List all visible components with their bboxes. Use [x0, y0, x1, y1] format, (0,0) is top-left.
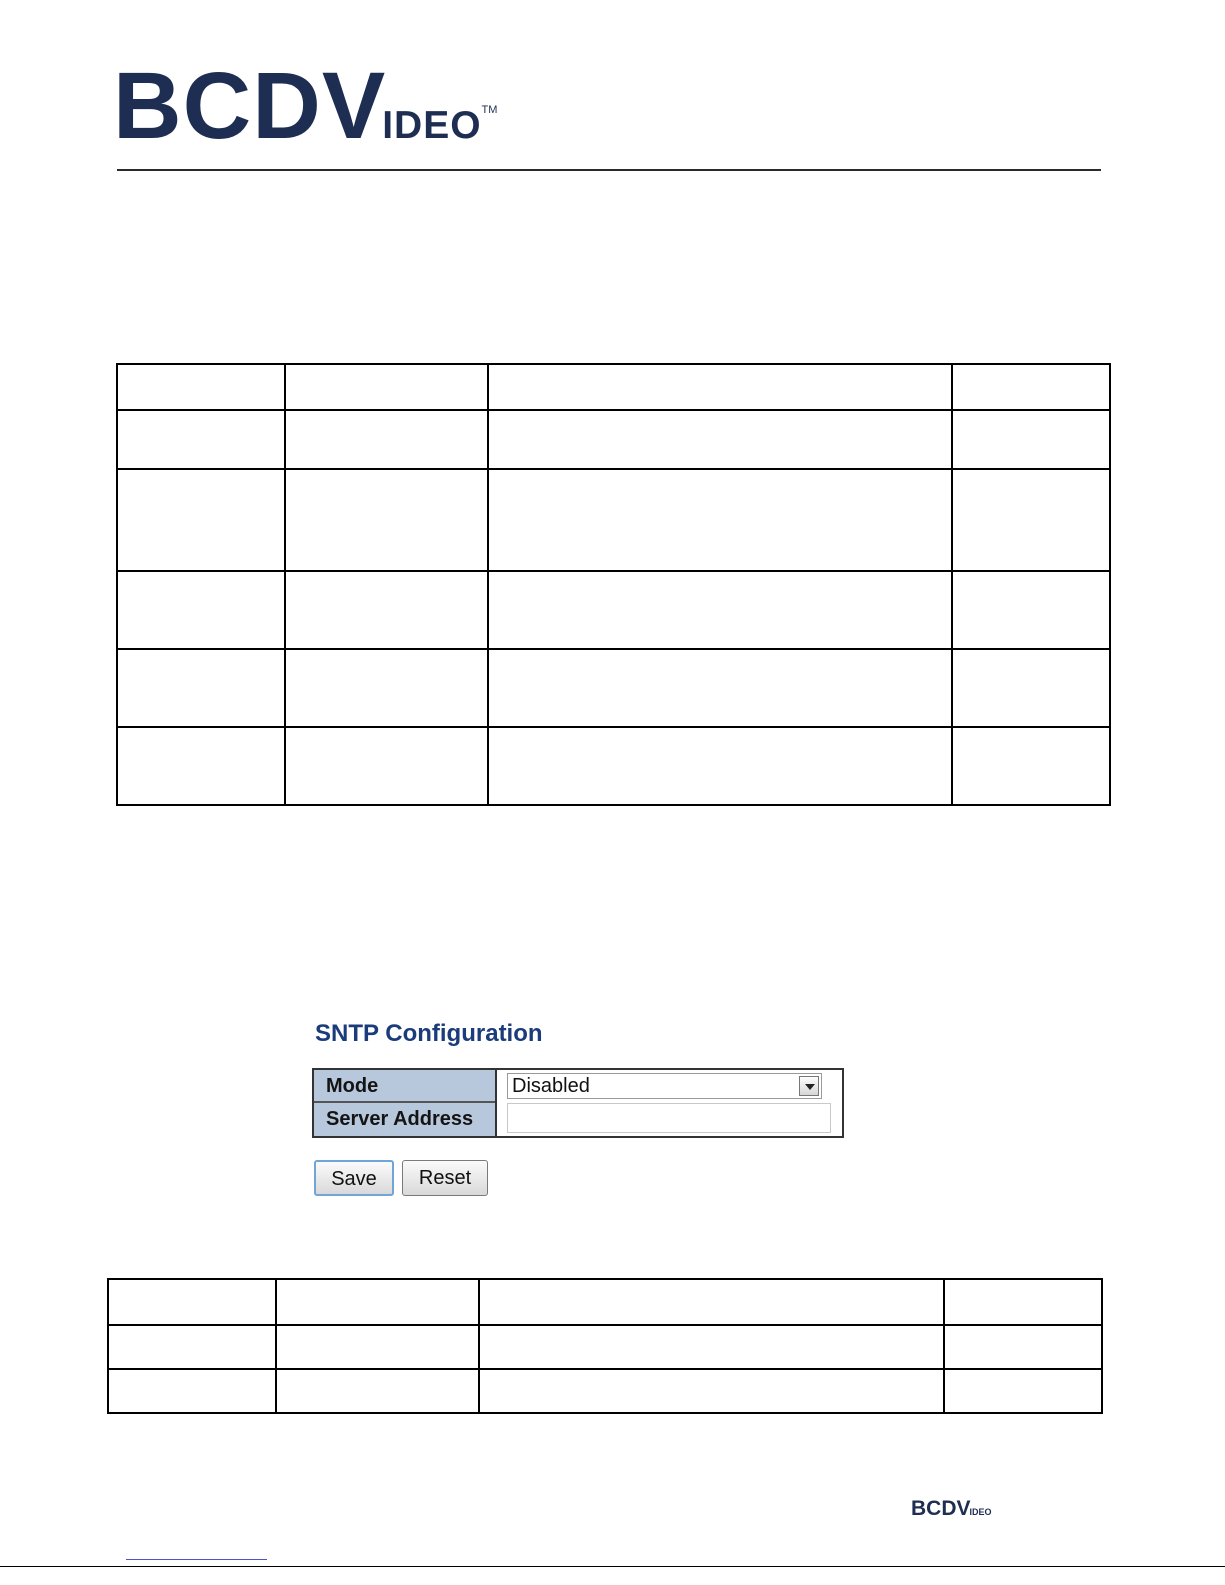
- table-cell: [276, 1325, 479, 1369]
- logo-main-text: BCDV: [113, 53, 387, 159]
- table-cell: [488, 649, 952, 727]
- sntp-config-table: [312, 1068, 844, 1138]
- table-cell: [285, 410, 488, 469]
- table-cell: [944, 1369, 1102, 1413]
- table-row: [108, 1325, 1102, 1369]
- table-cell: [488, 410, 952, 469]
- table-cell: [108, 1369, 276, 1413]
- table-cell: [285, 571, 488, 649]
- table-cell: [952, 469, 1110, 571]
- table-cell: [944, 1325, 1102, 1369]
- sntp-title: SNTP Configuration: [315, 1020, 543, 1047]
- table-cell: [117, 727, 285, 805]
- table-cell: [479, 1325, 944, 1369]
- footer-logo-main: BCDV: [911, 1497, 971, 1520]
- footer-logo: [911, 1497, 992, 1521]
- parameter-table-2: [107, 1278, 1103, 1414]
- logo-suffix-text: IDEO: [382, 104, 482, 147]
- table-cell: [944, 1279, 1102, 1325]
- table-cell: [108, 1325, 276, 1369]
- footer-logo-suffix: IDEO: [969, 1507, 992, 1517]
- table-cell: [276, 1279, 479, 1325]
- table-cell: [285, 364, 488, 410]
- footer-divider: [0, 1566, 1225, 1567]
- header-divider: [117, 169, 1101, 171]
- table-row: [117, 469, 1110, 571]
- sntp-configuration-panel: [312, 1020, 852, 1200]
- table-cell: [952, 649, 1110, 727]
- table-cell: [488, 571, 952, 649]
- mode-label: Mode: [314, 1070, 495, 1103]
- mode-select[interactable]: [507, 1073, 822, 1099]
- table-cell: [117, 571, 285, 649]
- server-address-label: Server Address: [314, 1103, 495, 1136]
- table-cell: [285, 469, 488, 571]
- table-cell: [276, 1369, 479, 1413]
- table-row: [117, 649, 1110, 727]
- table-cell: [285, 649, 488, 727]
- table-cell: [108, 1279, 276, 1325]
- table-row: [117, 410, 1110, 469]
- table-cell: [117, 410, 285, 469]
- table-cell: [285, 727, 488, 805]
- table-row: [117, 364, 1110, 410]
- footer-link-underline: [126, 1559, 267, 1560]
- table-cell: [952, 727, 1110, 805]
- table-cell: [952, 410, 1110, 469]
- table-row: [117, 571, 1110, 649]
- table-cell: [488, 364, 952, 410]
- table-cell: [952, 364, 1110, 410]
- parameter-table-1: [116, 363, 1111, 806]
- table-cell: [117, 469, 285, 571]
- server-address-input[interactable]: [507, 1103, 831, 1133]
- table-cell: [117, 364, 285, 410]
- table-row: [108, 1369, 1102, 1413]
- reset-button[interactable]: Reset: [402, 1160, 488, 1196]
- save-button[interactable]: Save: [314, 1160, 394, 1196]
- table-row: [117, 727, 1110, 805]
- table-cell: [488, 469, 952, 571]
- mode-select-value: Disabled: [512, 1075, 590, 1097]
- bcdvideo-logo: [113, 53, 498, 159]
- table-cell: [479, 1369, 944, 1413]
- chevron-down-icon[interactable]: [799, 1076, 819, 1096]
- table-cell: [479, 1279, 944, 1325]
- table-cell: [117, 649, 285, 727]
- logo-trademark: TM: [481, 104, 498, 116]
- table-row: [108, 1279, 1102, 1325]
- table-cell: [488, 727, 952, 805]
- column-divider: [495, 1070, 497, 1136]
- table-cell: [952, 571, 1110, 649]
